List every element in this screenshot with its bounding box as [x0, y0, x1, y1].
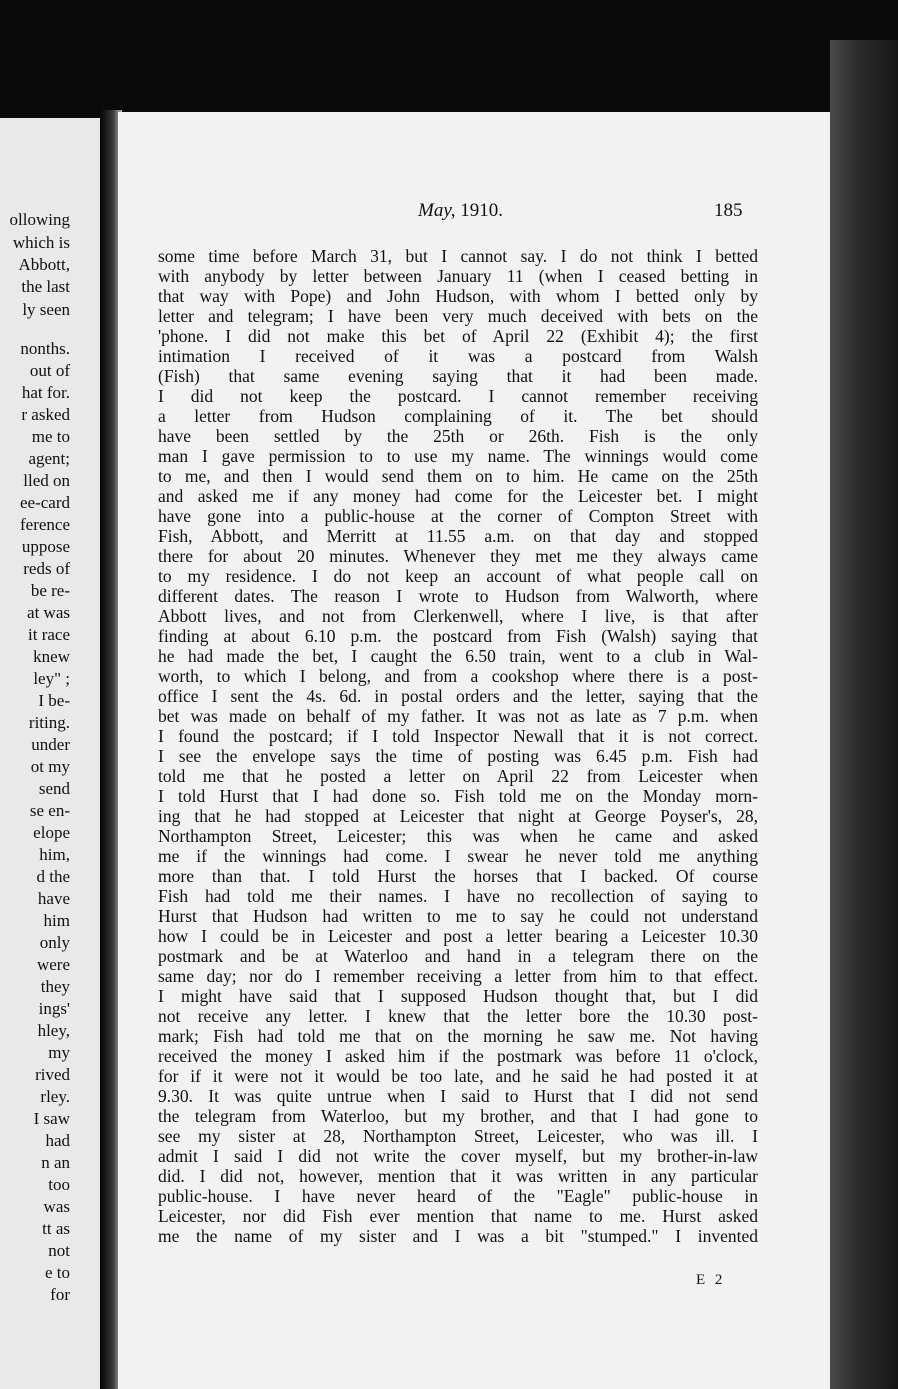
body-text-line: intimation I received of it was a postcard from Walsh	[158, 346, 758, 366]
left-page-line: ot my	[30, 757, 70, 776]
left-page-line: which is	[12, 233, 70, 252]
body-text-line: some time before March 31, but I cannot say. I do not think I betted	[158, 246, 758, 266]
body-text-line: Fish had told me their names. I have no recollection of saying to	[158, 886, 758, 906]
body-text-line: told me that he posted a letter on April 22 from Leicester when	[158, 766, 758, 786]
signature-mark: E 2	[696, 1272, 726, 1288]
left-page-line: agent;	[28, 449, 70, 468]
running-head-year: 1910.	[460, 200, 503, 221]
body-text-line: me if the winnings had come. I swear he never told me anything	[158, 846, 758, 866]
body-text-line: he had made the bet, I caught the 6.50 train, went to a club in Wal-	[158, 646, 758, 666]
left-page-line: be re-	[30, 581, 70, 600]
left-page-line: e to	[44, 1263, 70, 1282]
left-page-line: I saw	[33, 1109, 70, 1128]
body-text-line: mark; Fish had told me that on the morning he saw me. Not having	[158, 1026, 758, 1046]
left-page-line: out of	[29, 361, 70, 380]
left-page-line: it race	[28, 625, 70, 644]
body-text-line: how I could be in Leicester and post a letter bearing a Leicester 10.30	[158, 926, 758, 946]
body-text-line: the telegram from Waterloo, but my brother, and that I had gone to	[158, 1106, 758, 1126]
body-text-line: not receive any letter. I knew that the letter bore the 10.30 post-	[158, 1006, 758, 1026]
body-text-line: different dates. The reason I wrote to Hudson from Walworth, where	[158, 586, 758, 606]
left-page-line: only	[39, 933, 70, 952]
left-page-line: him	[43, 911, 70, 930]
body-text-line: public-house. I have never heard of the "Eagle" public-house in	[158, 1186, 758, 1206]
left-page-line: ference	[19, 515, 70, 534]
running-head	[418, 200, 503, 222]
body-text-line: worth, to which I belong, and from a cookshop where there is a post-	[158, 666, 758, 686]
left-page-line: uppose	[21, 537, 70, 556]
left-page-line: the last	[21, 277, 70, 296]
left-page-line: rley.	[40, 1087, 70, 1106]
left-page-line: se en-	[29, 801, 70, 820]
left-page-line: tt as	[42, 1219, 70, 1238]
page-edge-shadow	[830, 40, 898, 1389]
left-page-line: too	[48, 1175, 70, 1194]
left-page-line: ings'	[38, 999, 70, 1018]
body-text-line: same day; nor do I remember receiving a letter from him to that effect.	[158, 966, 758, 986]
left-page-line: reds of	[23, 559, 70, 578]
body-text-line: admit I said I did not write the cover myself, but my brother-in-law	[158, 1146, 758, 1166]
body-text-line: with anybody by letter between January 11 (when I ceased betting in	[158, 266, 758, 286]
left-page-line: knew	[33, 647, 70, 666]
body-text-line: see my sister at 28, Northampton Street, Leicester, who was ill. I	[158, 1126, 758, 1146]
body-text-line: I told Hurst that I had done so. Fish told me on the Monday morn-	[158, 786, 758, 806]
body-text-line: to me, and then I would send them on to him. He came on the 25th	[158, 466, 758, 486]
body-text-line: have been settled by the 25th or 26th. Fish is the only	[158, 426, 758, 446]
left-page-line: riting.	[28, 713, 70, 732]
body-text-line: ing that he had stopped at Leicester that night at George Poyser's, 28,	[158, 806, 758, 826]
body-text-line: letter and telegram; I have been very much deceived with bets on the	[158, 306, 758, 326]
left-page-line: him,	[39, 845, 70, 864]
left-page-line: ley" ;	[33, 669, 70, 688]
left-page-line: d the	[36, 867, 70, 886]
body-text-line: Fish, Abbott, and Merritt at 11.55 a.m. on that day and stopped	[158, 526, 758, 546]
body-text-line: for if it were not it would be too late, and he said he had posted it at	[158, 1066, 758, 1086]
left-page-line: were	[36, 955, 70, 974]
body-text-line: I did not keep the postcard. I cannot remember receiving	[158, 386, 758, 406]
left-page-line: send	[38, 779, 70, 798]
running-head-month: May,	[418, 200, 456, 221]
left-page-line: my	[48, 1043, 70, 1062]
body-text-line: office I sent the 4s. 6d. in postal orders and the letter, saying that the	[158, 686, 758, 706]
left-page-line: elope	[33, 823, 70, 842]
body-text-line: 9.30. It was quite untrue when I said to Hurst that I did not send	[158, 1086, 758, 1106]
body-text-line: and asked me if any money had come for the Leicester bet. I might	[158, 486, 758, 506]
body-text-line: a letter from Hudson complaining of it. The bet should	[158, 406, 758, 426]
left-page-line: rived	[35, 1065, 70, 1084]
body-text-line: have gone into a public-house at the corner of Compton Street with	[158, 506, 758, 526]
left-page-line: n an	[41, 1153, 70, 1172]
left-page-line: hley,	[37, 1021, 70, 1040]
left-page-line: Abbott,	[18, 255, 70, 274]
left-page-line: I be-	[38, 691, 70, 710]
body-text-line: (Fish) that same evening saying that it had been made.	[158, 366, 758, 386]
left-page-line: for	[50, 1285, 70, 1304]
body-text-line: to my residence. I do not keep an account of what people call on	[158, 566, 758, 586]
body-text-line: there for about 20 minutes. Whenever they met me they always came	[158, 546, 758, 566]
body-text-line: finding at about 6.10 p.m. the postcard from Fish (Walsh) saying that	[158, 626, 758, 646]
left-page-line: r asked	[21, 405, 70, 424]
left-page-line: ollowing	[9, 210, 70, 229]
left-page-line: ee-card	[19, 493, 70, 512]
body-text-line: Northampton Street, Leicester; this was when he came and asked	[158, 826, 758, 846]
body-text-line: did. I did not, however, mention that it was written in any particular	[158, 1166, 758, 1186]
left-page-line: nonths.	[20, 339, 70, 358]
body-text-line: Hurst that Hudson had written to me to say he could not understand	[158, 906, 758, 926]
body-text-line: Abbott lives, and not from Clerkenwell, where I live, is that after	[158, 606, 758, 626]
body-text-line: 'phone. I did not make this bet of April 22 (Exhibit 4); the first	[158, 326, 758, 346]
body-text-line: I might have said that I supposed Hudson thought that, but I did	[158, 986, 758, 1006]
body-text-line: more than that. I told Hurst the horses that I backed. Of course	[158, 866, 758, 886]
body-text-line: I found the postcard; if I told Inspector Newall that it is not correct.	[158, 726, 758, 746]
body-text-line: me the name of my sister and I was a bit "stumped." I invented	[158, 1226, 758, 1246]
left-facing-page	[0, 118, 100, 1389]
body-text-line: Leicester, nor did Fish ever mention that name to me. Hurst asked	[158, 1206, 758, 1226]
body-text-line: bet was made on behalf of my father. It was not as late as 7 p.m. when	[158, 706, 758, 726]
page-number: 185	[714, 200, 743, 221]
left-page-line: they	[40, 977, 70, 996]
left-page-line: hat for.	[21, 383, 70, 402]
right-page	[118, 112, 830, 1389]
left-page-line: ly seen	[22, 300, 70, 319]
left-page-line: was	[43, 1197, 70, 1216]
left-page-line: have	[37, 889, 70, 908]
body-text-line: postmark and be at Waterloo and hand in a telegram there on the	[158, 946, 758, 966]
body-text-line: I see the envelope says the time of posting was 6.45 p.m. Fish had	[158, 746, 758, 766]
left-page-line: under	[31, 735, 70, 754]
left-page-line: me to	[31, 427, 70, 446]
body-text-line: that way with Pope) and John Hudson, with whom I betted only by	[158, 286, 758, 306]
left-page-line: had	[45, 1131, 70, 1150]
left-page-line: at was	[27, 603, 70, 622]
left-page-line: lled on	[23, 471, 70, 490]
body-text-line: received the money I asked him if the postmark was before 11 o'clock,	[158, 1046, 758, 1066]
left-page-line: not	[48, 1241, 70, 1260]
body-text-line: man I gave permission to to use my name. The winnings would come	[158, 446, 758, 466]
